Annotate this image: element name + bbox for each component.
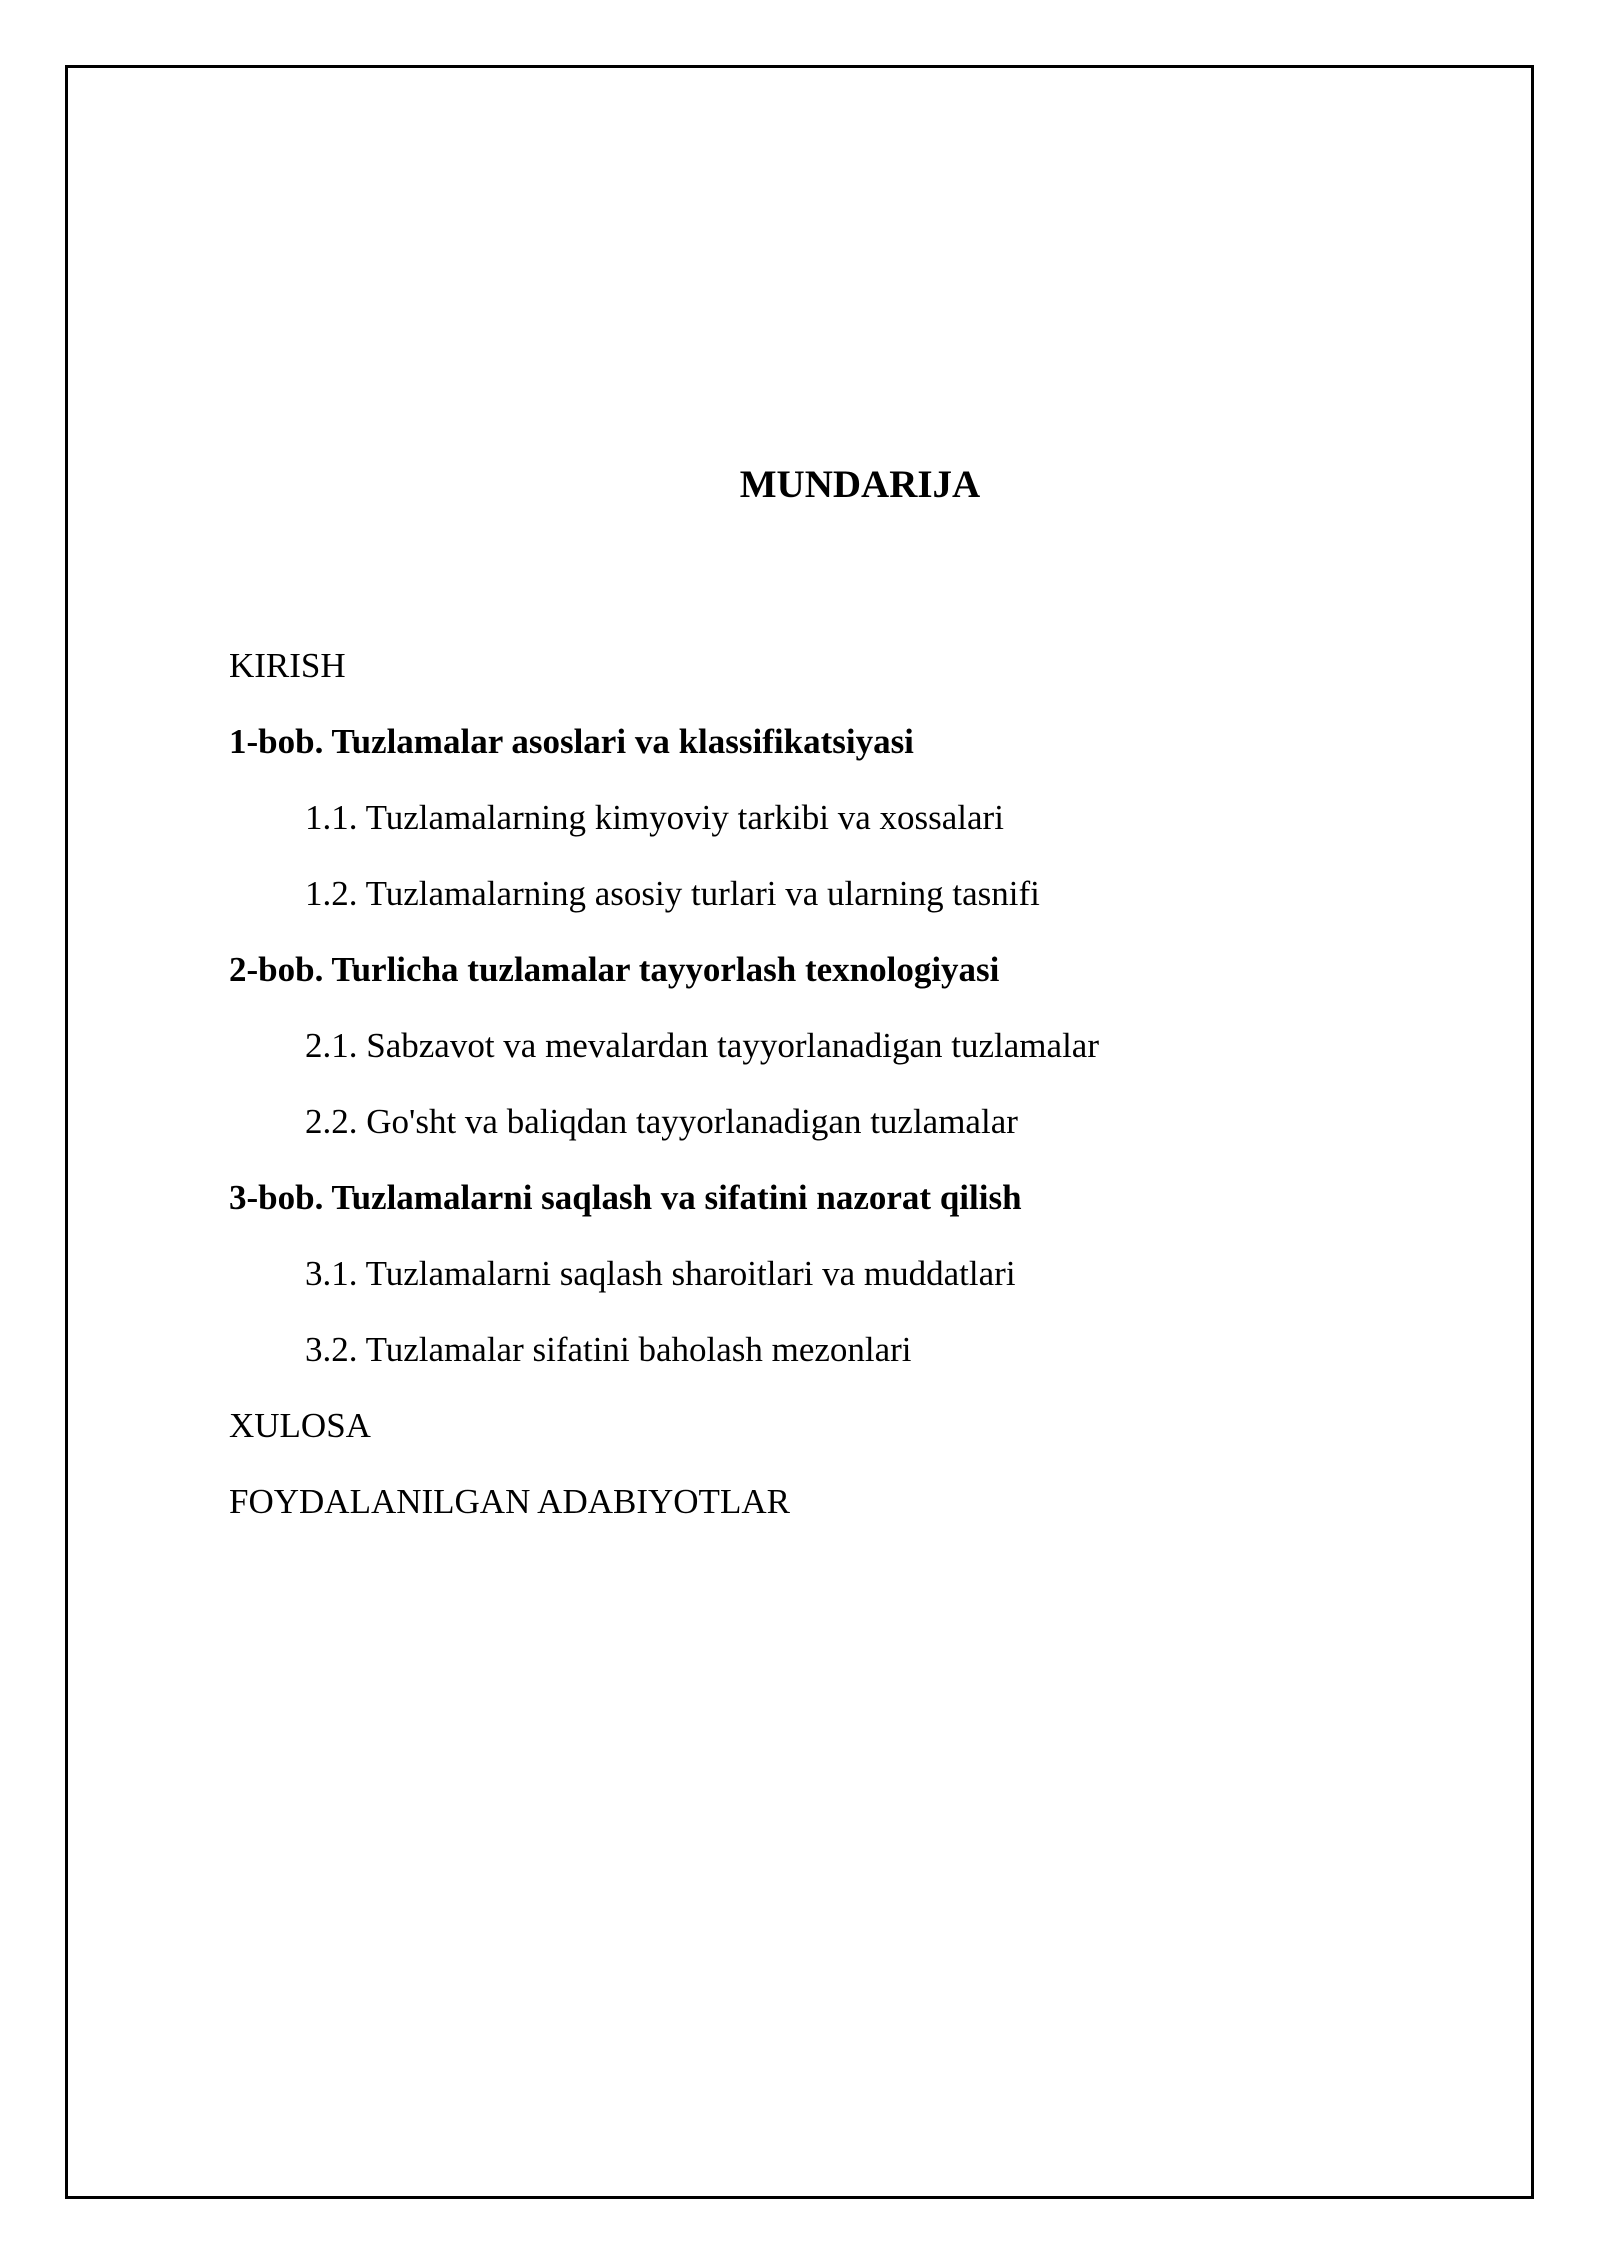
- table-of-contents: [229, 640, 1099, 1552]
- toc-entry-references: FOYDALANILGAN ADABIYOTLAR: [229, 1482, 790, 1521]
- toc-section-2-2: 2.2. Go'sht va baliqdan tayyorlanadigan tuzlamalar: [305, 1102, 1018, 1141]
- toc-section-2-1: 2.1. Sabzavot va mevalardan tayyorlanadigan tuzlamalar: [305, 1026, 1099, 1065]
- toc-title: MUNDARIJA: [739, 463, 981, 506]
- toc-section-3-1: 3.1. Tuzlamalarni saqlash sharoitlari va muddatlari: [305, 1254, 1016, 1293]
- toc-entry-conclusion: XULOSA: [229, 1406, 371, 1445]
- toc-section-3-2: 3.2. Tuzlamalar sifatini baholash mezonlari: [305, 1330, 912, 1369]
- toc-section-1-1: 1.1. Tuzlamalarning kimyoviy tarkibi va xossalari: [305, 798, 1004, 837]
- toc-chapter-2: 2-bob. Turlicha tuzlamalar tayyorlash texnologiyasi: [229, 950, 1000, 989]
- toc-entry-introduction: KIRISH: [229, 646, 346, 685]
- toc-chapter-3: 3-bob. Tuzlamalarni saqlash va sifatini nazorat qilish: [229, 1178, 1022, 1217]
- toc-chapter-1: 1-bob. Tuzlamalar asoslari va klassifikatsiyasi: [229, 722, 914, 761]
- toc-section-1-2: 1.2. Tuzlamalarning asosiy turlari va ularning tasnifi: [305, 874, 1040, 913]
